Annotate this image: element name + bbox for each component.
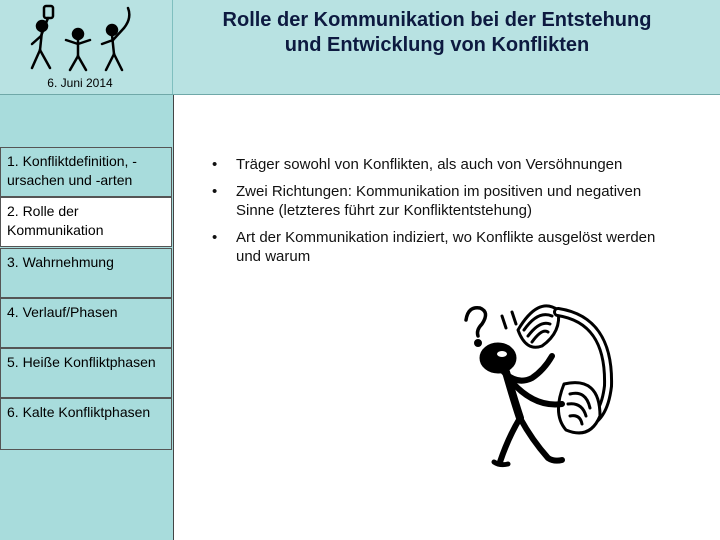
nav-item-heisse-konfliktphasen[interactable] bbox=[0, 348, 172, 398]
nav-item-kalte-konfliktphasen[interactable] bbox=[0, 398, 172, 450]
bullet-item: • Art der Kommunikation indiziert, wo Konflikte ausgelöst werden und warum bbox=[210, 228, 660, 266]
nav-item-wahrnehmung[interactable] bbox=[0, 248, 172, 298]
fighting-figures-logo bbox=[24, 4, 136, 74]
nav-item-rolle-kommunikation[interactable] bbox=[0, 197, 172, 247]
nav-item-label: 6. Kalte Konfliktphasen bbox=[7, 404, 151, 420]
slide-date: 6. Juni 2014 bbox=[47, 76, 113, 90]
nav-item-konfliktdefinition[interactable] bbox=[0, 147, 172, 197]
slide-title: Rolle der Kommunikation bei der Entstehung und Entwicklung von Konflikten bbox=[222, 9, 652, 56]
nav-item-label: 5. Heiße Konfliktphasen bbox=[7, 354, 156, 370]
bullet-item: • Zwei Richtungen: Kommunikation im positiven und negativen Sinne (letzteres führt zur Konfliktentstehung) bbox=[210, 182, 660, 220]
telephone-clipart bbox=[440, 290, 630, 470]
bullet-list bbox=[210, 155, 660, 274]
title-area bbox=[172, 0, 720, 94]
bullet-item: • Träger sowohl von Konflikten, als auch von Versöhnungen bbox=[210, 155, 660, 174]
nav-item-label: 4. Verlauf/Phasen bbox=[7, 304, 118, 320]
nav-item-label: 3. Wahrnehmung bbox=[7, 254, 114, 270]
nav-item-label: 2. Rolle der Kommunikation bbox=[7, 203, 104, 238]
logo-area bbox=[0, 0, 172, 94]
nav-item-verlauf-phasen[interactable] bbox=[0, 298, 172, 348]
nav-item-label: 1. Konfliktdefinition, -ursachen und -arten bbox=[7, 153, 137, 188]
